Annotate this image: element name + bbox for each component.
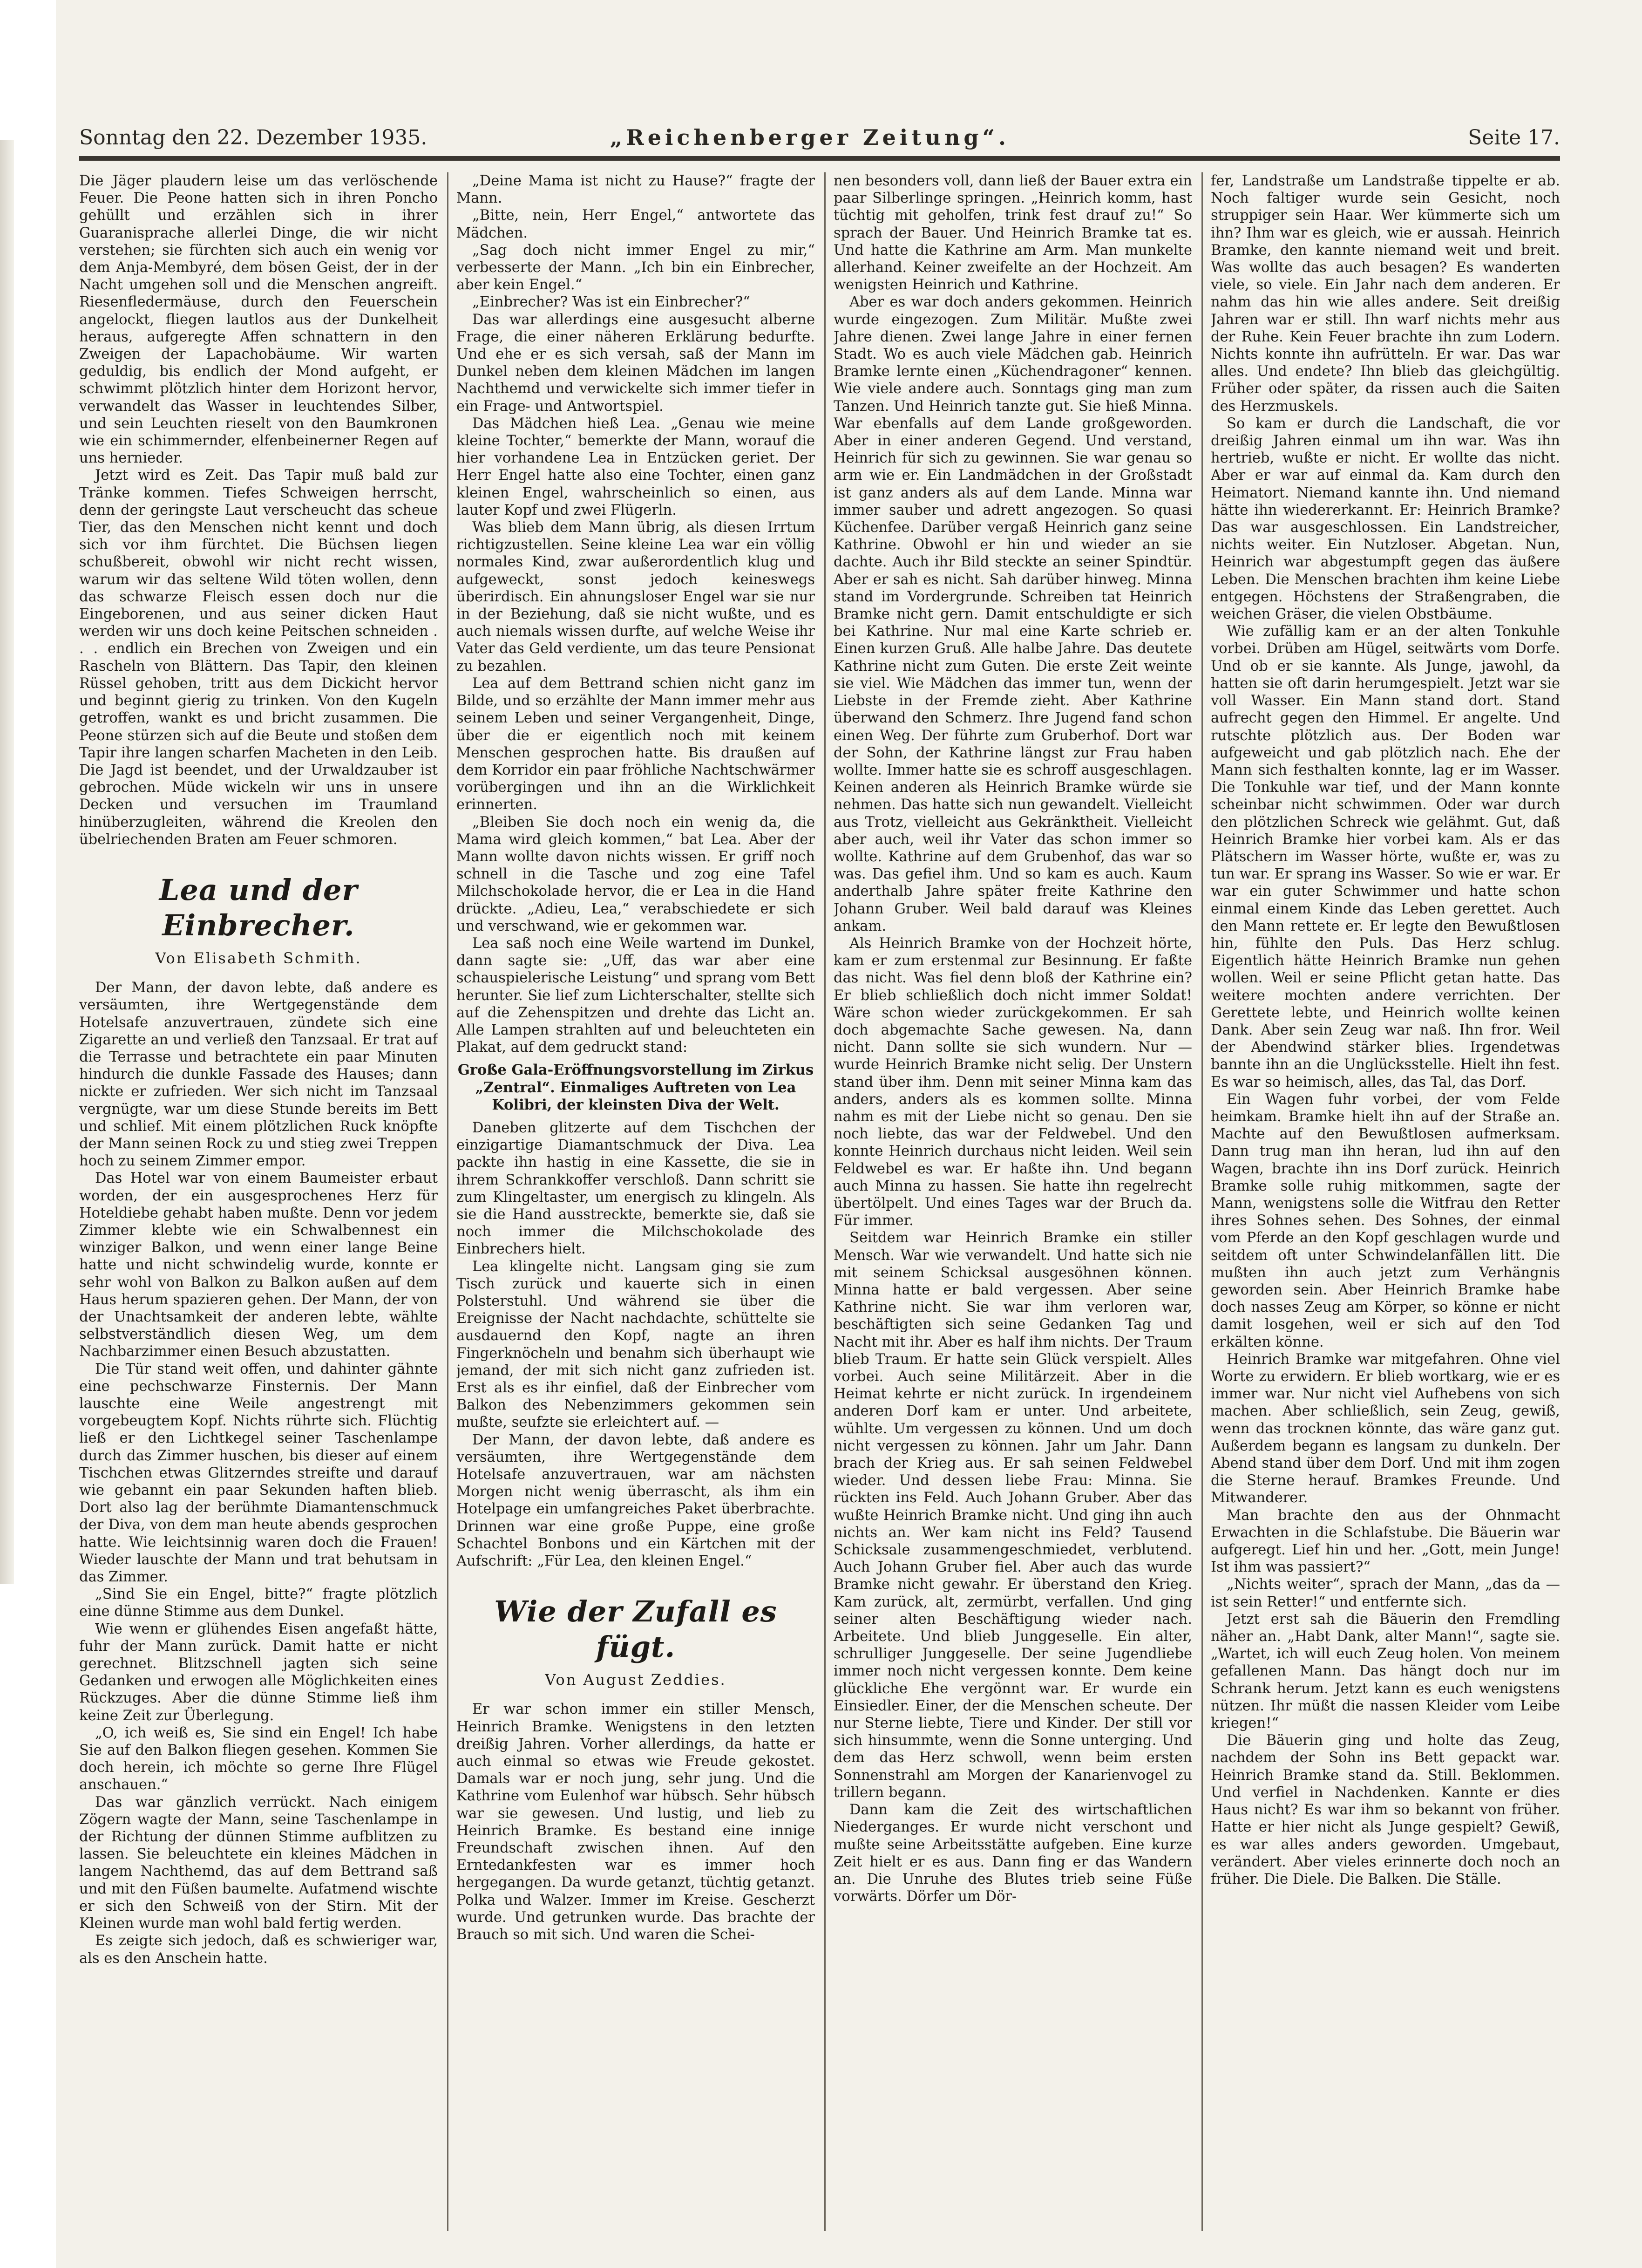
column-divider — [824, 172, 826, 2231]
paragraph: Was blieb dem Mann übrig, als diesen Irrtum richtigzustellen. Seine kleine Lea war ein völlig normales Kind, zwar außerordentlich klug und aufgeweckt, sonst jedoch keineswegs überirdisch. Ein ahnungsloser Engel war sie nur in der Beziehung, daß sie nicht wußte, und es auch niemals wissen durfte, auf welche Weise ihr Vater das Geld verdiente, um das teure Pensionat zu bezahlen. — [456, 519, 815, 674]
paragraph: „Nichts weiter“, sprach der Mann, „das da — ist sein Retter!“ und entfernte sich. — [1211, 1576, 1560, 1610]
paragraph: Heinrich Bramke war mitgefahren. Ohne viel Worte zu erwidern. Er blieb wortkarg, wie er es immer war. Nur nicht viel Aufhebens von sich machen. Aber schließlich, sein Zeug, gewiß, wenn das trocknen könnte, das wäre ganz gut. Außerdem begann es langsam zu dunkeln. Der Abend stand über dem Dorf. Und mit ihm zogen die Sterne herauf. Bramkes Freunde. Und Mitwanderer. — [1211, 1351, 1560, 1506]
paragraph: Wie wenn er glühendes Eisen angefaßt hätte, fuhr der Mann zurück. Damit hatte er nicht gerechnet. Blitzschnell jagten sich seine Gedanken und erwogen alle Möglichkeiten eines Rückzuges. Aber die dünne Stimme ließ ihm keine Zeit zur Überlegung. — [79, 1621, 438, 1724]
paragraph: „Bitte, nein, Herr Engel,“ antwortete das Mädchen. — [456, 207, 815, 241]
column-3 — [834, 172, 1192, 2231]
paragraph: „Einbrecher? Was ist ein Einbrecher?“ — [472, 294, 750, 311]
byline: Von August Zeddies. — [545, 1671, 726, 1689]
paragraph: nen besonders voll, dann ließ der Bauer extra ein paar Silberlinge springen. „Heinrich komm, hast tüchtig mit geholfen, trink fest drauf zu!“ So sprach der Bauer. Und Heinrich Bramke tat es. Und hatte die Kathrine am Arm. Man munkelte allerhand. Keiner zweifelte an der Hochzeit. Am wenigsten Heinrich und Kathrine. — [834, 173, 1192, 293]
paragraph: Lea saß noch eine Weile wartend im Dunkel, dann sagte sie: „Uff, das war aber eine schauspielerische Leistung“ und sprang vom Bett herunter. Sie lief zum Lichterschalter, stellte sich auf die Zehenspitzen und drehte das Licht an. Alle Lampen strahlten auf und beleuchteten ein Plakat, auf dem gedruckt stand: — [456, 935, 815, 1056]
paragraph: fer, Landstraße um Landstraße tippelte er ab. Noch faltiger wurde sein Gesicht, noch struppiger sein Haar. Wer kümmerte sich um ihn? Ihm war es gleich, wie er aussah. Heinrich Bramke, den kannte niemand weit und breit. Was wollte das auch besagen? Es wanderten viele, so viele. Ein Jahr nach dem anderen. Er nahm das hin wie alles andere. Seit dreißig Jahren war er still. Ihn warf nichts mehr aus der Ruhe. Kein Feuer brachte ihn zum Lodern. Nichts konnte ihn aufrütteln. Er war. Das war alles. Und endete? Ihn blieb das gleichgültig. Früher oder später, da rissen auch die Saiten des Herzmuskels. — [1211, 173, 1560, 415]
paragraph: Das Mädchen hieß Lea. „Genau wie meine kleine Tochter,“ bemerkte der Mann, worauf die hier vorhandene Lea in Entzücken geriet. Der Herr Engel hatte also eine Tochter, einen ganz kleinen Engel, wahrscheinlich so einen, aus lauter Kopf und zwei Flügerln. — [456, 415, 815, 518]
column-2 — [456, 172, 815, 2231]
paragraph: Die Tür stand weit offen, und dahinter gähnte eine pechschwarze Finsternis. Der Mann lauschte eine Weile angestrengt mit vorgebeugtem Kopf. Nichts rührte sich. Flüchtig ließ er den Lichtkegel seiner Taschenlampe durch das Zimmer huschen, bis dieser auf einem Tischchen etwas Glitzerndes streifte und darauf wie gebannt ein paar Sekunden haften blieb. Dort also lag der berühmte Diamantenschmuck der Diva, von dem man heute abends gesprochen hatte. Wie leichtsinnig waren doch die Frauen! Wieder lauschte der Mann und trat behutsam in das Zimmer. — [79, 1361, 438, 1586]
column-4 — [1211, 172, 1560, 2231]
newspaper-title: „Reichenberger Zeitung“. — [610, 125, 1010, 150]
poster-notice: Große Gala-Eröffnungsvorstellung im Zirkus „Zentral“. Einmaliges Auftreten von Lea Kolibri, der kleinsten Diva der Welt. — [457, 1062, 814, 1113]
paragraph: Ein Wagen fuhr vorbei, der vom Felde heimkam. Bramke hielt ihn auf der Straße an. Machte auf den Bewußtlosen aufmerksam. Dann trug man ihn heran, lud ihn auf den Wagen, brachte ihn ins Dorf zurück. Heinrich Bramke solle ruhig mitkommen, sagte der Mann, wenigstens solle die Witfrau den Retter ihres Sohnes sehen. Des Sohnes, der einmal vom Pferde an den Kopf geschlagen wurde und seitdem oft unter Schwindelanfällen litt. Die mußten ihn auch jetzt zum Verhängnis geworden sein. Aber Heinrich Bramke habe doch nasses Zeug am Körper, so könne er nicht damit losgehen, weil er sich auf den Tod erkälten könne. — [1211, 1091, 1560, 1350]
paragraph: Als Heinrich Bramke von der Hochzeit hörte, kam er zum erstenmal zur Besinnung. Er faßte das nicht. Was fiel denn bloß der Kathrine ein? Er blieb schließlich doch nicht immer Soldat! Wäre schon wieder zurückgekommen. Er sah doch abgemachte Sache gewesen. Na, dann nicht. Dann sollte sie sich wundern. Nur — wurde Heinrich Bramke nicht selig. Der Unstern stand über ihm. Denn mit seiner Minna kam das anders, anders als es kommen sollte. Minna nahm es mit der Liebe nicht so genau. Den sie noch liebte, das war der Feldwebel. Und den konnte Heinrich durchaus nicht leiden. Weil sein Feldwebel es war. Er haßte ihn. Und begann auch Minna zu hassen. Sie hatte ihn regelrecht übertölpelt. Und eines Tages war der Bruch da. Für immer. — [834, 935, 1192, 1229]
paragraph: „Bleiben Sie doch noch ein wenig da, die Mama wird gleich kommen,“ bat Lea. Aber der Mann wollte davon nichts wissen. Er griff noch schnell in die Tasche und zog eine Tafel Milchschokolade hervor, die er Lea in die Hand drückte. „Adieu, Lea,“ verabschiedete er sich und verschwand, wie er gekommen war. — [456, 814, 815, 934]
paragraph: Das war allerdings eine ausgesucht alberne Frage, die einer näheren Erklärung bedurfte. Und ehe er es sich versah, saß der Mann im Dunkel neben dem kleinen Mädchen im langen Nachthemd und verwickelte sich immer tiefer in ein Frage- und Antwortspiel. — [456, 311, 815, 415]
page-number: Seite 17. — [1468, 126, 1560, 150]
paragraph: Das war gänzlich verrückt. Nach einigem Zögern wagte der Mann, seine Taschenlampe in der Richtung der dünnen Stimme aufblitzen zu lassen. Sie beleuchtete ein kleines Mädchen in langem Nachthemd, das auf dem Bettrand saß und mit den Füßen baumelte. Aufatmend wischte er sich den Schweiß von der Stirn. Mit der Kleinen wurde man wohl bald fertig werden. — [79, 1794, 438, 1932]
paragraph: „Deine Mama ist nicht zu Hause?“ fragte der Mann. — [456, 173, 815, 207]
newspaper-page — [61, 112, 1588, 2236]
paragraph: Aber es war doch anders gekommen. Heinrich wurde eingezogen. Zum Militär. Mußte zwei Jahre dienen. Zwei lange Jahre in einer fernen Stadt. Wo es auch viele Mädchen gab. Heinrich Bramke lernte einen „Küchendragoner“ kennen. Wie viele andere auch. Sonntags ging man zum Tanzen. Und Heinrich tanzte gut. Sie hieß Minna. War ebenfalls auf dem Lande großgeworden. Aber in einer anderen Gegend. Und verstand, Heinrich für sich zu gewinnen. Sie war genau so arm wie er. Ein Landmädchen in der Großstadt ist ganz anders als auf dem Lande. Minna war immer sauber und adrett angezogen. So quasi Küchenfee. Darüber vergaß Heinrich ganz seine Kathrine. Obwohl er hin und wieder an sie dachte. Auch ihr Bild steckte an seiner Spindtür. Aber er sah es nicht. Sah darüber hinweg. Minna stand im Vordergrunde. Schreiben tat Heinrich Bramke nicht gern. Damit entschuldigte er sich bei Kathrine. Nur mal eine Karte schrieb er. Einen kurzen Gruß. Alle halbe Jahre. Das deutete Kathrine nicht zum Guten. Die erste Zeit weinte sie viel. Wie Mädchen das immer tun, wenn der Liebste in der Fremde zieht. Aber Kathrine überwand den Schmerz. Ihre Jugend fand schon einen Weg. Der führte zum Gruberhof. Dort war der Sohn, der Kathrine längst zur Frau haben wollte. Immer hatte sie es schroff ausgeschlagen. Keinen anderen als Heinrich Bramke würde sie nehmen. Das hatte sich nun gewandelt. Vielleicht aus Trotz, vielleicht aus Gekränktheit. Vielleicht aber auch, weil ihr Vater das schon immer so wollte. Kathrine auf dem Grubenhof, das war so was. Das gefiel ihm. Und so kam es auch. Kaum anderthalb Jahre später freite Kathrine den Johann Gruber. Weil bald darauf was Kleines ankam. — [834, 294, 1192, 934]
article-columns — [79, 172, 1560, 2231]
paragraph: So kam er durch die Landschaft, die vor dreißig Jahren einmal um ihn war. Was ihn hertrieb, wußte er nicht. Er wollte das nicht. Aber er war auf einmal da. Kam durch den Heimatort. Niemand kannte ihn. Und niemand hätte ihn wiedererkannt. Er: Heinrich Bramke? Das war ausgeschlossen. Ein Landstreicher, nichts weiter. Ein Nutzloser. Abgetan. Nun, Heinrich war abgestumpft gegen das äußere Leben. Die Menschen brachten ihm keine Liebe entgegen. Höchstens der Straßengraben, die weichen Gräser, die vielen Obstbäume. — [1211, 415, 1560, 623]
column-divider — [447, 172, 448, 2231]
paragraph: Er war schon immer ein stiller Mensch, Heinrich Bramke. Wenigstens in den letzten dreißig Jahren. Vorher allerdings, da hatte er auch einmal so etwas wie Freude gekostet. Damals war er noch jung, sehr jung. Und die Kathrine vom Eulenhof war hübsch. Sehr hübsch war sie gewesen. Und lustig, und lieb zu Heinrich Bramke. Es bestand eine innige Freundschaft zwischen ihnen. Auf den Erntedankfesten war es immer hoch hergegangen. Da wurde getanzt, tüchtig getanzt. Polka und Walzer. Immer im Kreise. Gescherzt wurde. Und getrunken wurde. Das brachte der Brauch so mit sich. Und waren die Schei- — [456, 1701, 815, 1943]
binding-shadow — [0, 140, 14, 1584]
paragraph: Dann kam die Zeit des wirtschaftlichen Niederganges. Er wurde nicht verschont und mußte seine Arbeitsstätte aufgeben. Eine kurze Zeit hielt er es aus. Dann fing er das Wandern an. Die Unruhe des Blutes trieb seine Füße vorwärts. Dörfer um Dör- — [834, 1802, 1192, 1905]
issue-date: Sonntag den 22. Dezember 1935. — [79, 126, 427, 150]
story-title: Wie der Zufall es fügt. — [494, 1594, 777, 1664]
paragraph: Lea klingelte nicht. Langsam ging sie zum Tisch zurück und kauerte sich in einen Polsterstuhl. Und während sie über die Ereignisse der Nacht nachdachte, schüttelte sie ausdauernd den Kopf, nagte an ihren Fingerknöcheln und benahm sich überhaupt wie jemand, der mit sich nicht ganz zufrieden ist. Erst als es ihr einfiel, daß der Einbrecher vom Balkon des Nebenzimmers gekommen sein mußte, seufzte sie erleichtert auf. — — [456, 1258, 815, 1431]
byline: Von Elisabeth Schmith. — [155, 949, 362, 967]
paragraph: Der Mann, der davon lebte, daß andere es versäumten, ihre Wertgegenstände dem Hotelsafe anzuvertrauen, zündete sich eine Zigarette an und verließ den Tanzsaal. Er trat auf die Terrasse und betrachtete ein paar Minuten hindurch die dunkle Fassade des Hauses; dann nickte er zufrieden. Wer sich nicht im Tanzsaal vergnügte, war um diese Stunde bereits im Bett und schlief. Mit einem plötzlichen Ruck knöpfte der Mann seinen Rock zu und stieg zwei Treppen hoch zu seinem Zimmer empor. — [79, 980, 438, 1170]
paragraph: „Sag doch nicht immer Engel zu mir,“ verbesserte der Mann. „Ich bin ein Einbrecher, aber kein Engel.“ — [456, 242, 815, 293]
paragraph: Die Bäuerin ging und holte das Zeug, nachdem der Sohn ins Bett gepackt war. Heinrich Bramke stand da. Still. Beklommen. Und verfiel in Nachdenken. Kannte er dies Haus nicht? Es war ihm so bekannt von früher. Hatte er hier nicht als Junge gespielt? Gewiß, es war alles anders geworden. Umgebaut, verändert. Aber vieles erinnerte doch noch an früher. Die Diele. Die Balken. Die Ställe. — [1211, 1732, 1560, 1887]
paragraph: Man brachte den aus der Ohnmacht Erwachten in die Schlafstube. Die Bäuerin war aufgeregt. Lief hin und her. „Gott, mein Junge! Ist ihm was passiert?“ — [1211, 1507, 1560, 1576]
page-header — [79, 121, 1560, 154]
header-rule — [79, 156, 1560, 161]
paragraph: Daneben glitzerte auf dem Tischchen der einzigartige Diamantschmuck der Diva. Lea packte ihn hastig in eine Kassette, die sie in ihrem Schrankkoffer verschloß. Dann schritt sie zum Klingeltaster, um energisch zu klingeln. Als sie die Hand ausstreckte, bemerkte sie, daß sie noch immer die Milchschokolade des Einbrechers hielt. — [456, 1119, 815, 1258]
paragraph: Seitdem war Heinrich Bramke ein stiller Mensch. War wie verwandelt. Und hatte sich nie mit seinem Schicksal ausgesöhnen können. Minna hatte er bald vergessen. Aber seine Kathrine nicht. Sie war ihm verloren war, beschäftigten sich seine Gedanken Tag und Nacht mit ihr. Aber es half ihm nichts. Der Traum blieb Traum. Er hatte sein Glück verspielt. Alles vorbei. Auch seine Militärzeit. Aber in die Heimat kehrte er nicht zurück. In irgendeinem anderen Dorf kam er unter. Und arbeitete, wühlte. Um vergessen zu können. Und um doch nicht vergessen zu können. Jahr um Jahr. Dann brach der Krieg aus. Er sah seinen Feldwebel wieder. Und dessen liebe Frau: Minna. Sie rückten ins Feld. Auch Johann Gruber. Aber das wußte Heinrich Bramke nicht. Und ging ihn auch nichts an. Wer kam nicht ins Feld? Tausend Schicksale zusammengeschmiedet, verblutend. Auch Johann Gruber fiel. Aber auch das wurde Bramke nicht gewahr. Er überstand den Krieg. Kam zurück, alt, zermürbt, verfallen. Und ging seiner alten Beschäftigung wieder nach. Arbeitete. Und blieb Junggeselle. Ein alter, schrulliger Junggeselle. Der seine Jugendliebe immer noch nicht vergessen konnte. Dem keine glückliche Ehe vergönnt war. Er wurde ein Einsiedler. Einer, der die Menschen scheute. Der nur Sterne liebte, Tiere und Kinder. Der still vor sich hinsummte, wenn die Sonne unterging. Und dem das Herz schwoll, wenn beim ersten Sonnenstrahl am Morgen der Kanarienvogel zu trillern begann. — [834, 1230, 1192, 1801]
paragraph: Lea auf dem Bettrand schien nicht ganz im Bilde, und so erzählte der Mann immer mehr aus seinem Leben und seiner Vergangenheit, Dinge, über die er eigentlich noch mit keinem Menschen gesprochen hatte. Bis draußen auf dem Korridor ein paar fröhliche Nachtschwärmer vorübergingen und ihn an die Wirklichkeit erinnerten. — [456, 675, 815, 813]
paragraph: Die Jäger plaudern leise um das verlöschende Feuer. Die Peone hatten sich in ihren Poncho gehüllt und erzählen sich in ihrer Guaranisprache allerlei Dinge, die wir nicht verstehen; sie fürchten sich auch ein wenig vor dem Anja-Membyré, dem bösen Geist, der in der Nacht umgehen soll und die Menschen angreift. Riesenfledermäuse, durch den Feuerschein angelockt, fliegen lautlos aus der Dunkelheit heraus, aufgeregte Affen schnattern in den Zweigen der Lapachobäume. Wir warten geduldig, bis endlich der Mond aufgeht, er schwimmt plötzlich hinter dem Horizont hervor, verwandelt das Wasser in leuchtendes Silber, und sein Leuchten rieselt von den Baumkronen wie ein schimmernder, elfenbeinerner Regen auf uns hernieder. — [79, 173, 438, 467]
paragraph: Jetzt wird es Zeit. Das Tapir muß bald zur Tränke kommen. Tiefes Schweigen herrscht, denn der geringste Laut verscheucht das scheue Tier, das den Menschen nicht kennt und doch sich vor ihm fürchtet. Die Büchsen liegen schußbereit, obwohl wir nicht recht wissen, warum wir das seltene Wild töten wollen, denn das schwarze Fleisch essen doch nur die Eingeborenen, und aus seiner dicken Haut werden wir uns doch keine Peitschen schneiden . . . endlich ein Brechen von Zweigen und ein Rascheln von Blättern. Das Tapir, den kleinen Rüssel gehoben, tritt aus dem Dickicht hervor und beginnt gierig zu trinken. Von den Kugeln getroffen, wankt es und bricht zusammen. Die Peone stürzen sich auf die Beute und stoßen dem Tapir ihre langen scharfen Macheten in den Leib. Die Jagd ist beendet, und der Urwaldzauber ist gebrochen. Müde wickeln wir uns in unsere Decken und versuchen im Traumland hinüberzugleiten, während die Kreolen den übelriechenden Braten am Feuer schmoren. — [79, 467, 438, 848]
paragraph: Jetzt erst sah die Bäuerin den Fremdling näher an. „Habt Dank, alter Mann!“, sagte sie. „Wartet, ich will euch Zeug holen. Von meinem gefallenen Mann. Das hängt doch nur im Schrank herum. Jetzt kann es euch wenigstens nützen. Ihr müßt die nassen Kleider vom Leibe kriegen!“ — [1211, 1611, 1560, 1732]
column-1 — [79, 172, 438, 2231]
paragraph: „O, ich weiß es, Sie sind ein Engel! Ich habe Sie auf den Balkon fliegen gesehen. Kommen Sie doch herein, ich möchte so gerne Ihre Flügel anschauen.“ — [79, 1724, 438, 1793]
paragraph: Es zeigte sich jedoch, daß es schwieriger war, als es den Anschein hatte. — [79, 1933, 438, 1967]
column-divider — [1201, 172, 1203, 2231]
paragraph: Der Mann, der davon lebte, daß andere es versäumten, ihre Wertgegenstände dem Hotelsafe anzuvertrauen, war am nächsten Morgen nicht wenig überrascht, als ihm ein Hotelpage ein umfangreiches Paket überbrachte. Drinnen war eine große Puppe, eine große Schachtel Bonbons und ein Kärtchen mit der Aufschrift: „Für Lea, den kleinen Engel.“ — [456, 1431, 815, 1570]
paragraph: „Sind Sie ein Engel, bitte?“ fragte plötzlich eine dünne Stimme aus dem Dunkel. — [79, 1586, 438, 1620]
paragraph: Das Hotel war von einem Baumeister erbaut worden, der ein ausgesprochenes Herz für Hoteldiebe gehabt haben mußte. Denn vor jedem Zimmer klebte wie ein Schwalbennest ein winziger Balkon, und wenn einer lange Beine hatte und nicht schwindelig wurde, konnte er sehr wohl von Balkon zu Balkon außen auf dem Haus herum spazieren gehen. Der Mann, der von der Unachtsamkeit der anderen lebte, wählte selbstverständlich diesen Weg, um dem Nachbarzimmer einen Besuch abzustatten. — [79, 1170, 438, 1360]
story-title: Lea und der Einbrecher. — [159, 872, 358, 942]
paragraph: Wie zufällig kam er an der alten Tonkuhle vorbei. Drüben am Hügel, seitwärts vom Dorfe. Und ob er sie kannte. Als Junge, jawohl, da hatten sie oft darin herumgespielt. Jetzt war sie voll Wasser. Ein Mann stand dort. Stand aufrecht gegen den Himmel. Er angelte. Und rutschte plötzlich aus. Der Boden war aufgeweicht und gab plötzlich nach. Ehe der Mann sich festhalten konnte, lag er im Wasser. Die Tonkuhle war tief, und der Mann konnte scheinbar nicht schwimmen. Oder war durch den plötzlichen Schreck wie gelähmt. Gut, daß Heinrich Bramke hier vorbei kam. Als er das Plätschern im Wasser hörte, wußte er, was zu tun war. Er sprang ins Wasser. So wie er war. Er war ein guter Schwimmer und hatte schon einmal einem Kinde das Leben gerettet. Auch den Mann rettete er. Er legte den Bewußtlosen hin, fühlte den Puls. Das Herz schlug. Eigentlich hätte Heinrich Bramke nun gehen wollen. Weil er seine Pflicht getan hatte. Das weitere mochten andere verrichten. Der Gerettete lebte, und Heinrich wollte keinen Dank. Aber sein Zeug war naß. Ihn fror. Weil der Abendwind stärker blies. Irgendetwas bannte ihn an die Unglücksstelle. Hielt ihn fest. Es war so heimisch, alles, das Tal, das Dorf. — [1211, 623, 1560, 1090]
